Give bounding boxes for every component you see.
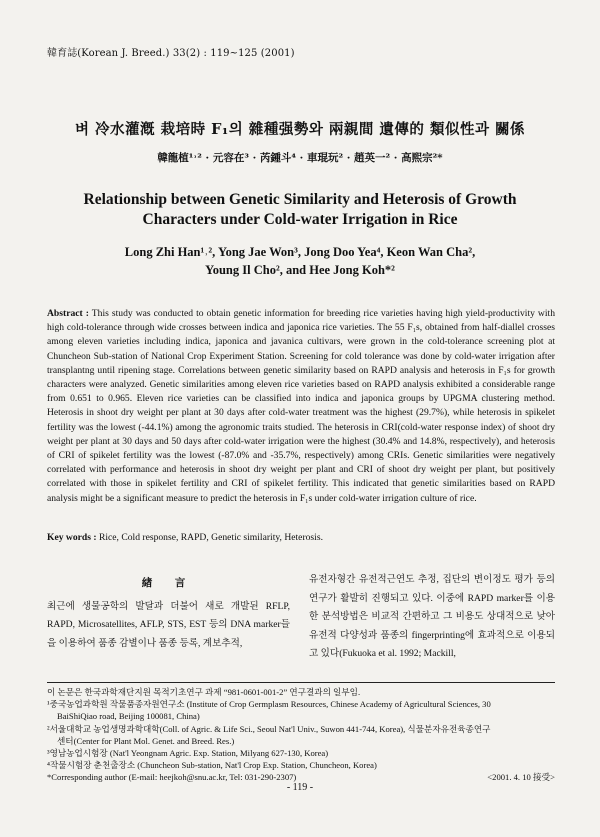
- korean-authors: 韓龍植¹˒² · 元容在³ · 芮鍾斗⁴ · 車琨玩² · 趙英一² · 高熙宗²*: [157, 152, 443, 164]
- footnote-affiliation-1: ¹중국농업과학원 작물품종자원연구소 (Institute of Crop Germplasm Resources, Chinese Academy of Agricultural Sciences, 30: [47, 699, 491, 710]
- section-heading: 緖 言: [141, 578, 196, 589]
- page-number: - 119 -: [286, 782, 314, 793]
- english-title: [0, 190, 600, 230]
- right-column: [309, 571, 555, 664]
- english-authors-line-1: Long Zhi Han¹˒², Yong Jae Won³, Jong Doo Yea⁴, Keon Wan Cha²,: [124, 245, 476, 259]
- footnote-funding: 이 논문은 한국과학재단지원 목적기초연구 과제 “981-0601-001-2” 연구결과의 일부임.: [47, 687, 361, 697]
- english-authors: [0, 243, 600, 279]
- footnote-affiliation-1-cont: BaiShiQiao road, Beijing 100081, China): [57, 711, 200, 722]
- footnote-affiliation-2-cont: 센터(Center for Plant Mol. Genet. and Breed. Res.): [57, 735, 235, 746]
- footnote-affiliation-4: ⁴작물시험장 춘천출장소 (Chuncheon Sub-station, Nat'l Crop Exp. Station, Chuncheon, Korea): [47, 760, 377, 771]
- abstract: [47, 307, 555, 506]
- abstract-text: This study was conducted to obtain genetic information for breeding rice varieties having high yield-productivity with high cold-tolerance through wide crosses between indica and japonica rice varieties. The 55 F₁s, obtained from half-diallel crosses among eleven varieties including indica, japonica and javanica cultivars, were grown in the cold-tolerance screening plot at Chuncheon Sub-station of National Crop Experiment Station. Screening for cold tolerance was done by cold-water irrigation after transplantng until ripening stage. Correlations between genetic similarity based on RAPD analysis and heterosis in F₁s for growth characters were analyzed. Genetic similarities among eleven rice varieties based on RAPD analysis exhibited a considerable range from 0.651 to 0.965. Eleven rice varieties can be classified into indica and japonica groups by UPGMA clustering method. Heterosis in shoot dry weight per plant at 30 days after cold-water treatment was the highest (29.7%), while heterosis in spikelet fertility was the lowest (-44.1%) among the agronomic traits studied. The heterosis in CRI(cold-water response index) of shoot dry weight per plant at 30 days and 50 days after cold-water irrigation were the highest (30.4% and 14.8%, respectively), and heterosis of CRI of spikelet fertility was the lowest (-87.0% and -35.7%, respectively) among CRIs. Genetic similarities were negatively correlated with performance and heterosis in shoot dry weight per plant and CRI of shoot dry weight per plant, but positively correlated with those in spikelet fertility and CRI of spikelet fertility. This indicated that genetic similarities based on RAPD analysis might be a significant measure to predict the heterosis in F₁s under cold-water irrigation culture of rice.: [47, 308, 555, 504]
- journal-citation: 韓育誌(Korean J. Breed.) 33(2) : 119~125 (2001): [47, 48, 295, 59]
- footnote-affiliation-3: ³영남농업시험장 (Nat'l Yeongnam Agric. Exp. Station, Milyang 627-130, Korea): [47, 748, 329, 759]
- keywords-label: Key words :: [47, 532, 97, 543]
- korean-title: 벼 冷水灌漑 栽培時 F₁의 雜種强勢와 兩親間 遺傳的 類似性과 關係: [74, 121, 526, 138]
- right-column-text: 유전자형간 유전적근연도 추정, 집단의 변이정도 평가 등의 연구가 활발히 진행되고 있다. 이중에 RAPD marker를 이용한 분석방법은 비교적 간편하고 그 비용도 상대적으로 낮아 유전적 다양성과 품종의 fingerprinting에 효과적으로 이용되고 있다(Fukuoka et al. 1992; Mackill,: [309, 574, 555, 659]
- english-title-line-2: Characters under Cold-water Irrigation in Rice: [142, 211, 458, 228]
- keywords-text: Rice, Cold response, RAPD, Genetic similarity, Heterosis.: [98, 532, 323, 543]
- received-date: <2001. 4. 10 接受>: [487, 772, 555, 783]
- abstract-label: Abstract :: [47, 308, 89, 319]
- left-column: [47, 575, 290, 653]
- corresponding-author: *Corresponding author (E-mail: heejkoh@snu.ac.kr, Tel: 031-290-2307): [47, 772, 297, 783]
- english-title-line-1: Relationship between Genetic Similarity and Heterosis of Growth: [83, 191, 517, 208]
- footnote-divider: [47, 682, 555, 683]
- footnote-affiliation-2: ²서울대학교 농업생명과학대학(Coll. of Agric. & Life Sci., Seoul Nat'l Univ., Suwon 441-744, Korea), 식물분자유전육종연구: [47, 723, 491, 734]
- left-column-text: 최근에 생물공학의 발달과 더불어 새로 개발된 RFLP, RAPD, Microsatellites, AFLP, STS, EST 등의 DNA marker들을 이용하여 품종 감별이나 품종 등록, 계보추적,: [47, 600, 290, 649]
- keywords: [47, 532, 555, 543]
- footnotes: [47, 686, 555, 784]
- english-authors-line-2: Young Il Cho², and Hee Jong Koh*²: [205, 263, 395, 277]
